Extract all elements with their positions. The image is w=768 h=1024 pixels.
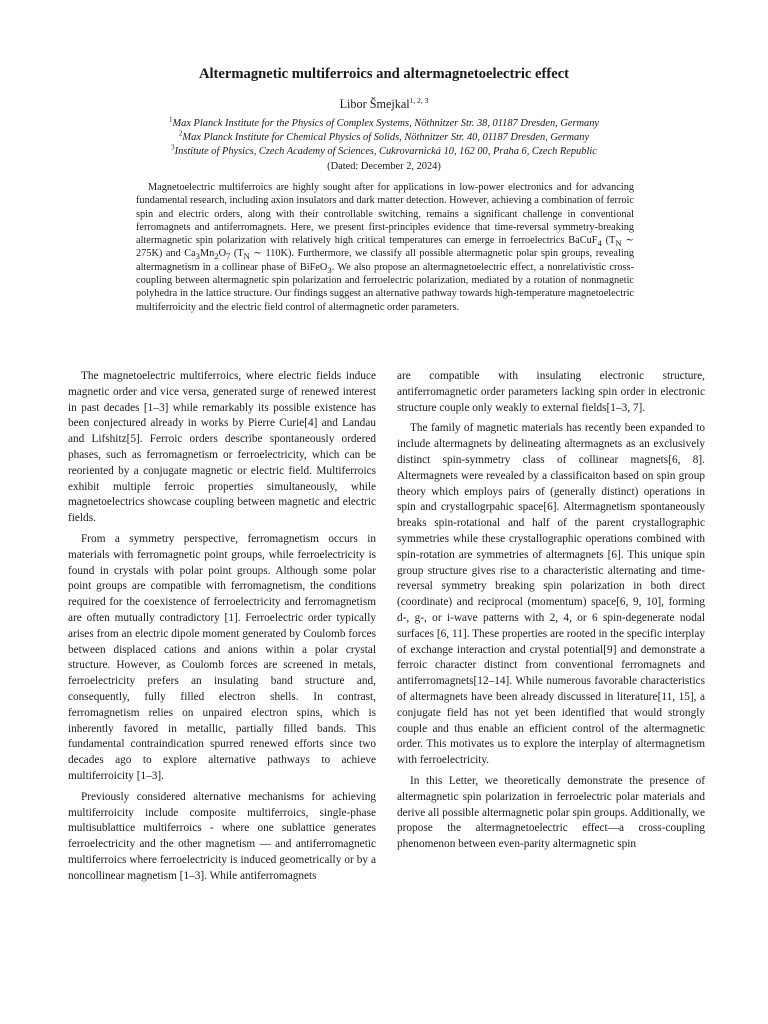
body-column-left — [68, 369, 376, 890]
affiliation-2 — [0, 129, 768, 144]
affil-text: Institute of Physics, Czech Academy of Sciences, Cukrovarnická 10, 162 00, Praha 6, Czech Republic — [174, 146, 597, 157]
date-line: (Dated: December 2, 2024) — [327, 161, 441, 172]
paragraph: Previously considered alternative mechanisms for achieving multiferroicity include composite multiferroics, single-phase multisublattice multiferroics - where one sublattice generates ferroelectricity and the other magnetism — and antiferromagnetic multiferroics where ferroelectricity is induced geometrically or by a noncollinear magnetism [1–3]. While antiferromagnets — [68, 790, 376, 882]
affil-mark: 2 — [178, 129, 183, 138]
author-line — [0, 97, 768, 112]
paragraph: In this Letter, we theoretically demonstrate the presence of altermagnetic spin polarization in ferroelectric polar materials and derive all possible altermagnetic polar spin groups. Additionally, we propose the altermagnetoelectric effect—a cross-coupling phenomenon between even-parity altermagnetic spin — [397, 774, 705, 851]
abstract: Magnetoelectric multiferroics are highly sought after for applications in low-power electronics and for advancing fundamental research, including axion insulators and dark matter detection. However, achieving a combination of ferroic spin and electric orders, along with their controllable switching, remains a significant challenge in conventional ferromagnets and antiferromagnets. Here, we present first-principles evidence that time-reversal symmetry-breaking altermagnetic spin polarization with relatively high critical temperatures can emerge in ferroelectrics BaCuF$_4$ ($T_N$ ∼ 275K) and $Ca_3Mn_2O_7$ ($T_N$ ∼ 110K). Furthermore, we classify all possible altermagnetic polar spin groups, revealing altermagnetism in a collinear phase of BiFeO$_3$. We also propose an altermagnetoelectric effect, a nonrelativistic cross-coupling between altermagnetic spin polarization and ferroelectric polarization, mediated by a rotation of nonmagnetic polyhedra in the lattice structure. Our findings suggest an alternative pathway towards high-temperature magnetoelectric multiferroicity and the electric field control of altermagnetic order parameters. — [136, 182, 635, 313]
paragraph: From a symmetry perspective, ferromagnetism occurs in materials with ferromagnetic point groups, while ferroelectricity is found in crystals with polar point groups. Although some polar point groups are compatible with ferromagnetism, the conditions required for the coexistence of ferroelectricity and ferromagnetism are often mutually contradictory [1]. Ferroelectric order typically arises from an electric dipole moment generated by Coulomb forces between displaced cations and anions within a polar crystal structure. However, as Coulomb forces are screened in metals, ferroelectricity prefers an insulating band structure and, consequently, fully filled electron shells. In contrast, ferromagnetism relies on unpaired electron spins, which is inherently favored in metallic, partially filled bands. This fundamental contraindication spurred renewed efforts since two decades ago to explore alternative pathways to achieve multiferroicity [1–3]. — [68, 532, 376, 782]
affil-mark: 3 — [171, 143, 175, 152]
paragraph: The family of magnetic materials has recently been expanded to include altermagnets by delineating altermagnets as an exclusively distinct spin-symmetry class of collinear magnets[6, 8]. Altermagnets were revealed by a classificaiton based on spin group theory which employs pairs of (generally distinct) operations in spin and crystallogrpahic space[6]. Altermagnetism spontaneously breaks spin-rotational and half of the parent crystallographic symmetries while these crystallographic operations combined with spin-rotation are symmetries of altermagnets [6]. This unique spin group structure gives rise to a characteristic alternating and time-reversal symmetry breaking spin polarization in both direct (coordinate) and reciprocal (momentum) space[6, 9, 10], forming d-, g-, or i-wave patterns with 2, 4, or 6 spin-degenerate nodal surfaces [6, 11]. These properties are rooted in the specific interplay of exchange interaction and crystal potential[9] and demonstrate a ferroic character distinct from conventional ferromagnets and antiferromagnets[12–14]. While numerous favorable characteristics of altermagnets have been already discussed in literature[11, 15], a conjugate field has not yet been identified that would strongly couple and thus enable an efficient control of the altermagnetic order. This motivates us to explore the interplay of altermagnetism with ferroelectricity. — [397, 422, 705, 767]
affiliation-1 — [0, 115, 768, 130]
paragraph: The magnetoelectric multiferroics, where electric fields induce magnetic order and vice versa, generated surge of renewed interest in past decades [1–3] while remarkably its possible existence has been conjectured already in works by Pierre Curie[4] and Landau and Lifshitz[5]. Ferroic orders describe spontaneously ordered phases, such as ferromagnetism or ferroelectricity, which can be reoriented by a conjugate magnetic or electric field. Multiferroics exhibit multiple ferroic properties simultaneously, while magnetoelectrics showcase coupling between magnetic and electric fields. — [68, 370, 376, 525]
affil-text: Max Planck Institute for the Physics of Complex Systems, Nöthnitzer Str. 38, 01187 Dresden, Germany — [172, 118, 600, 129]
author-affil-marks: 1, 2, 3 — [409, 95, 429, 105]
paragraph: are compatible with insulating electronic structure, antiferromagnetic order parameters lacking spin order in electronic structure couple only weakly to external fields[1–3, 7]. — [397, 370, 705, 414]
affil-mark: 1 — [168, 115, 173, 124]
affiliation-3 — [0, 143, 768, 158]
paper-title: Altermagnetic multiferroics and altermagnetoelectric effect — [198, 66, 570, 82]
author-name: Libor Šmejkal — [339, 97, 410, 111]
affil-text: Max Planck Institute for Chemical Physics of Solids, Nöthnitzer Str. 40, 01187 Dresden, Germany — [182, 132, 590, 143]
body-column-right — [397, 369, 705, 858]
